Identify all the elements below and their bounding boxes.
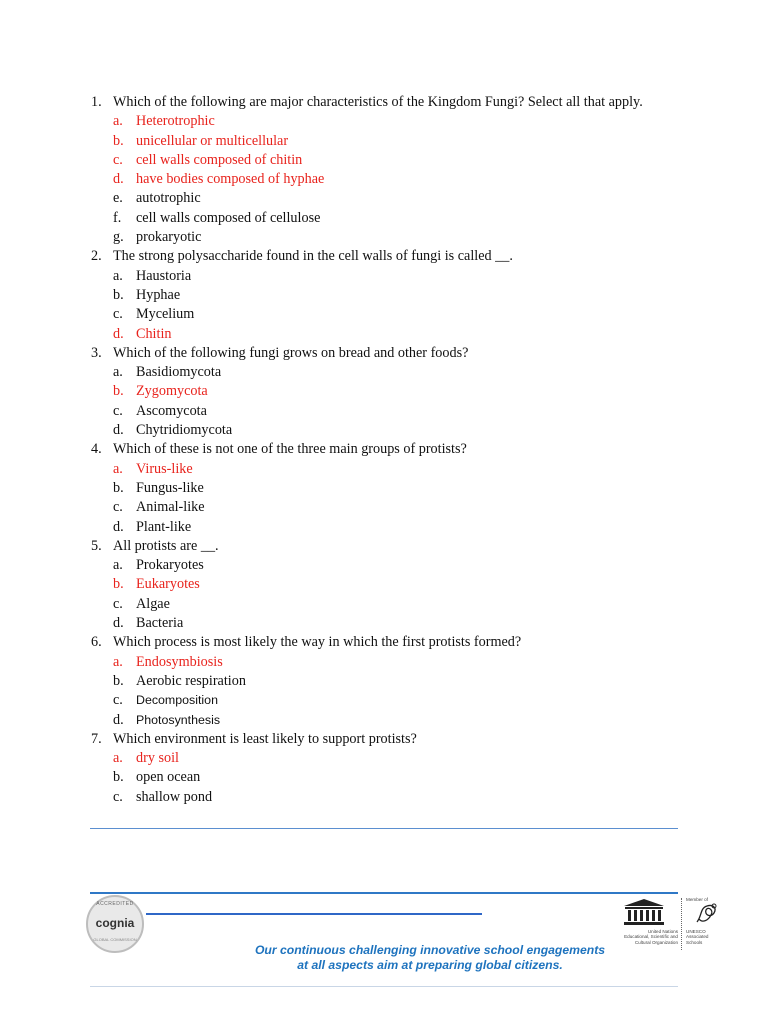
option-text: unicellular or multicellular	[136, 132, 289, 149]
option-text: Bacteria	[136, 615, 184, 632]
footer-accent-line	[146, 913, 482, 915]
option-text: prokaryotic	[136, 229, 202, 246]
question-number: 2.	[91, 248, 102, 265]
option-letter: a.	[113, 267, 123, 284]
option-letter: c.	[113, 499, 123, 516]
answer-option	[0, 556, 768, 575]
cognia-ring-text: GLOBAL COMMISSION	[93, 937, 137, 942]
option-text: Basidiomycota	[136, 364, 222, 381]
question-text: Which process is most likely the way in which the first protists formed?	[113, 634, 522, 651]
answer-option	[0, 614, 768, 633]
option-text: Endosymbiosis	[136, 653, 223, 670]
unesco-temple-icon	[620, 898, 668, 926]
answer-option	[0, 363, 768, 382]
option-letter: c.	[113, 306, 123, 323]
option-letter: b.	[113, 769, 124, 786]
option-text: shallow pond	[136, 788, 213, 805]
option-letter: a.	[113, 364, 123, 381]
quiz-list	[0, 93, 768, 807]
question-number: 7.	[91, 730, 102, 747]
cognia-accredited-text: ACCREDITED	[96, 901, 134, 907]
option-text: Decomposition	[136, 693, 218, 708]
answer-option	[0, 595, 768, 614]
option-text: Chitin	[136, 325, 172, 342]
question-number: 1.	[91, 94, 102, 110]
option-letter: b.	[113, 576, 124, 593]
question-2	[0, 247, 768, 266]
option-text: Chytridiomycota	[136, 422, 233, 439]
question-number: 5.	[91, 537, 102, 554]
answer-option	[0, 768, 768, 787]
school-tagline	[220, 943, 640, 973]
option-letter: c.	[113, 692, 123, 709]
question-text: Which of these is not one of the three main groups of protists?	[113, 441, 467, 458]
asp-caption-line: Associated	[686, 934, 709, 940]
question-5	[0, 537, 768, 556]
option-text: Zygomycota	[136, 383, 208, 400]
question-3	[0, 344, 768, 363]
option-text: have bodies composed of hyphae	[136, 171, 325, 188]
question-number: 6.	[91, 634, 102, 651]
unesco-caption-line: United Nations	[647, 929, 678, 934]
option-text: dry soil	[136, 750, 179, 767]
question-text: Which of the following fungi grows on bread and other foods?	[113, 344, 469, 361]
asp-caption-line: Schools	[686, 939, 703, 945]
option-letter: e.	[113, 190, 123, 207]
option-letter: a.	[113, 460, 123, 477]
option-letter: c.	[113, 595, 123, 612]
footer-divider-top	[90, 828, 678, 829]
option-text: cell walls composed of chitin	[136, 151, 303, 168]
option-text: Virus-like	[136, 460, 193, 477]
answer-option	[0, 518, 768, 537]
cognia-wordmark: cognia	[95, 916, 135, 930]
option-letter: f.	[113, 209, 122, 226]
option-text: Algae	[136, 595, 170, 612]
unesco-caption-line: Educational, Scientific and	[624, 934, 678, 940]
option-text: Heterotrophic	[136, 113, 215, 130]
option-letter: b.	[113, 672, 124, 689]
option-text: Ascomycota	[136, 402, 207, 419]
footer-dotted-separator	[681, 898, 682, 950]
answer-option	[0, 788, 768, 807]
answer-option-correct	[0, 132, 768, 151]
option-letter: d.	[113, 422, 124, 439]
option-text: Photosynthesis	[136, 712, 221, 727]
question-number: 4.	[91, 441, 102, 458]
unesco-caption	[590, 929, 678, 945]
option-letter: a.	[113, 750, 123, 767]
question-text: Which environment is least likely to support protists?	[113, 730, 417, 747]
option-letter: b.	[113, 383, 124, 400]
answer-option	[0, 498, 768, 517]
option-letter: b.	[113, 479, 124, 496]
option-letter: a.	[113, 653, 123, 670]
answer-option-correct	[0, 653, 768, 672]
answer-option	[0, 228, 768, 247]
answer-option	[0, 402, 768, 421]
option-letter: d.	[113, 518, 124, 535]
option-text: Animal-like	[136, 499, 205, 516]
member-of-label: Member of	[686, 897, 708, 902]
option-letter: a.	[113, 113, 123, 130]
question-7	[0, 730, 768, 749]
answer-option	[0, 209, 768, 228]
answer-option-correct	[0, 325, 768, 344]
answer-option	[0, 691, 768, 710]
cognia-accreditation-logo	[86, 895, 144, 953]
answer-option-correct	[0, 460, 768, 479]
question-1	[0, 93, 768, 112]
option-text: Fungus-like	[136, 479, 204, 496]
question-4	[0, 440, 768, 459]
answer-option	[0, 305, 768, 324]
answer-option	[0, 479, 768, 498]
answer-option-correct	[0, 112, 768, 131]
unesco-caption-line: Cultural Organization	[634, 939, 678, 945]
tagline-line-2: at all aspects aim at preparing global citizens.	[297, 958, 563, 972]
asp-network-icon	[694, 902, 720, 926]
asp-caption-line: UNESCO	[686, 929, 706, 934]
footer-divider-bottom	[90, 986, 678, 987]
tagline-line-1: Our continuous challenging innovative school engagements	[254, 943, 606, 957]
answer-option-correct	[0, 382, 768, 401]
option-text: Aerobic respiration	[136, 672, 246, 689]
asp-caption	[686, 929, 708, 945]
option-text: Mycelium	[136, 306, 195, 323]
question-6	[0, 633, 768, 652]
answer-option	[0, 711, 768, 730]
footer-divider	[90, 892, 678, 894]
option-letter: c.	[113, 402, 123, 419]
answer-option-correct	[0, 749, 768, 768]
answer-option-correct	[0, 170, 768, 189]
answer-option-correct	[0, 575, 768, 594]
question-number: 3.	[91, 344, 102, 361]
option-letter: d.	[113, 711, 124, 728]
option-letter: a.	[113, 557, 123, 574]
option-letter: d.	[113, 171, 124, 188]
option-text: Hyphae	[136, 286, 181, 303]
question-text: The strong polysaccharide found in the cell walls of fungi is called __.	[113, 248, 513, 265]
option-letter: c.	[113, 151, 123, 168]
option-letter: b.	[113, 286, 124, 303]
option-letter: c.	[113, 788, 123, 805]
answer-option	[0, 286, 768, 305]
answer-option	[0, 189, 768, 208]
option-text: autotrophic	[136, 190, 201, 207]
option-letter: b.	[113, 132, 124, 149]
question-text: All protists are __.	[113, 537, 219, 554]
answer-option	[0, 672, 768, 691]
option-text: cell walls composed of cellulose	[136, 209, 321, 226]
option-text: Prokaryotes	[136, 557, 204, 574]
question-text: Which of the following are major characteristics of the Kingdom Fungi? Select all that apply.	[113, 94, 643, 110]
option-text: Haustoria	[136, 267, 192, 284]
option-letter: d.	[113, 325, 124, 342]
option-letter: g.	[113, 229, 124, 246]
answer-option	[0, 267, 768, 286]
option-letter: d.	[113, 615, 124, 632]
option-text: Eukaryotes	[136, 576, 200, 593]
option-text: Plant-like	[136, 518, 192, 535]
option-text: open ocean	[136, 769, 201, 786]
answer-option-correct	[0, 151, 768, 170]
answer-option	[0, 421, 768, 440]
